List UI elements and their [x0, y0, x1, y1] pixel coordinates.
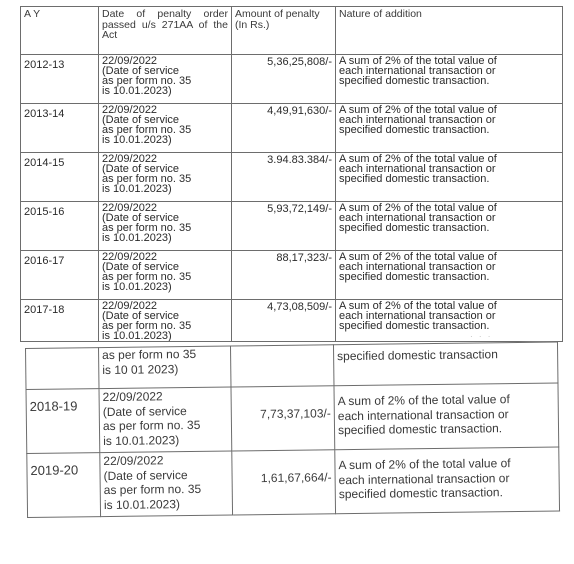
ay-cell: 2018-19 — [26, 389, 100, 454]
nature-cell — [336, 55, 563, 104]
ay-cell: 2012-13 — [21, 55, 99, 104]
date-line: 22/09/2022 — [102, 153, 158, 165]
continuation-amount-cell — [230, 345, 333, 387]
date-line: is 10.01.2023) — [103, 432, 180, 448]
date-line: as per form no. 35 — [102, 173, 192, 185]
date-line: is 10.01.2023) — [102, 85, 172, 97]
date-line: 22/09/2022 — [102, 389, 163, 405]
table-row — [21, 153, 563, 202]
date-line: 22/09/2022 — [102, 300, 158, 312]
date-line: (Date of service — [102, 261, 180, 273]
date-line: is 10.01.2023) — [102, 330, 172, 342]
amount-cell: 3.94.83.384/- — [232, 153, 336, 202]
date-cell — [99, 300, 232, 342]
nature-line: A sum of 2% of the total value of — [339, 55, 497, 67]
nature-line: A sum of 2% of the total value of — [339, 300, 497, 312]
nature-line: A sum of 2% of the total value of — [339, 153, 497, 165]
nature-line: A sum of 2% of the total value of — [337, 392, 510, 409]
date-cell — [99, 104, 232, 153]
header-amount: Amount of penalty (In Rs.) — [232, 7, 336, 55]
date-line: is 10.01.2023) — [102, 183, 172, 195]
nature-cell — [336, 251, 563, 300]
date-line: is 10.01.2023) — [102, 134, 172, 146]
table-body — [21, 55, 563, 342]
date-line: is 10.01.2023) — [102, 232, 172, 244]
nature-cell — [336, 202, 563, 251]
table-row — [26, 383, 559, 453]
nature-line: A sum of 2% of the total value of — [339, 202, 497, 214]
nature-line: each international transaction or — [339, 65, 496, 77]
nature-line: specified domestic transaction. — [339, 320, 490, 332]
ay-cell: 2019-20 — [27, 453, 101, 518]
date-line: is 10.01.2023) — [103, 496, 181, 512]
date-line: is 10.01.2023) — [102, 281, 172, 293]
nature-line: each international transaction or — [339, 212, 496, 224]
date-cell — [99, 202, 232, 251]
nature-line: each international transaction or — [339, 261, 496, 273]
nature-line: specified domestic transaction. — [339, 271, 490, 283]
amount-cell: 4,73,08,509/- — [232, 300, 336, 342]
nature-line: specified domestic transaction. — [338, 485, 503, 502]
nature-cell — [334, 383, 559, 450]
amount-cell: 88,17,323/- — [232, 251, 336, 300]
date-cell — [99, 153, 232, 202]
nature-cell — [336, 153, 563, 202]
nature-line: each international transaction or — [339, 310, 496, 322]
date-line: as per form no. 35 — [102, 320, 192, 332]
nature-line: A sum of 2% of the total value of — [338, 456, 511, 473]
date-line: 22/09/2022 — [103, 453, 164, 469]
date-cell — [100, 451, 233, 517]
date-line: as per form no. 35 — [102, 417, 201, 434]
continuation-date — [99, 346, 231, 389]
nature-line: specified domestic transaction. — [339, 75, 490, 87]
nature-line: A sum of 2% of the total value of — [339, 104, 497, 116]
table-row — [21, 251, 563, 300]
nature-line: specified domestic transaction. — [337, 421, 503, 438]
date-line: (Date of service — [102, 212, 180, 224]
date-line: as per form no. 35 — [102, 124, 192, 136]
ay-cell: 2016-17 — [21, 251, 99, 300]
date-line: (Date of service — [102, 403, 187, 419]
nature-line: A sum of 2% of the total value of — [339, 251, 497, 263]
continuation-date-line: is 10 01 2023) — [102, 361, 179, 377]
nature-line: specified domestic transaction. — [339, 173, 490, 185]
date-line: (Date of service — [103, 467, 188, 483]
nature-line: each international transaction or — [338, 470, 510, 487]
header-nature: Nature of addition — [336, 7, 563, 55]
table-row — [21, 104, 563, 153]
nature-cell — [335, 447, 560, 514]
date-line: (Date of service — [102, 114, 180, 126]
table-body-page2 — [26, 383, 560, 517]
continuation-date-line: as per form no 35 — [102, 346, 197, 363]
amount-cell: 1,61,67,664/- — [232, 450, 336, 515]
amount-cell: 4,49,91,630/- — [232, 104, 336, 153]
date-line: (Date of service — [102, 65, 180, 77]
continuation-ay-cell — [26, 348, 99, 390]
amount-cell: 5,36,25,808/- — [232, 55, 336, 104]
date-line: 22/09/2022 — [102, 251, 158, 263]
penalty-table-page1 — [20, 6, 563, 342]
amount-cell: 5,93,72,149/- — [232, 202, 336, 251]
nature-cell — [336, 300, 563, 342]
continuation-nature-text: specified domestic transaction — [337, 347, 498, 364]
ay-cell: 2014-15 — [21, 153, 99, 202]
date-line: as per form no. 35 — [102, 222, 192, 234]
scan-noise: · · · — [470, 332, 493, 341]
nature-line: specified domestic transaction. — [339, 124, 490, 136]
penalty-table-page2 — [25, 341, 560, 517]
amount-cell: 7,73,37,103/- — [231, 386, 335, 451]
date-line: as per form no. 35 — [103, 481, 202, 498]
date-line: as per form no. 35 — [102, 75, 192, 87]
continuation-nature — [333, 342, 557, 386]
date-line: 22/09/2022 — [102, 55, 158, 67]
nature-cell — [336, 104, 563, 153]
nature-line: each international transaction or — [339, 163, 496, 175]
date-line: 22/09/2022 — [102, 104, 158, 116]
header-ay: A Y — [21, 7, 99, 55]
header-row — [21, 7, 563, 55]
nature-line: each international transaction or — [339, 114, 496, 126]
continuation-row — [26, 342, 558, 389]
date-line: 22/09/2022 — [102, 202, 158, 214]
nature-line: each international transaction or — [337, 406, 509, 423]
ay-cell: 2015-16 — [21, 202, 99, 251]
nature-line: specified domestic transaction. — [339, 222, 490, 234]
date-cell — [99, 251, 232, 300]
ay-cell: 2013-14 — [21, 104, 99, 153]
date-line: as per form no. 35 — [102, 271, 192, 283]
ay-cell: 2017-18 — [21, 300, 99, 342]
header-date: Date of penalty order passed u/s 271AA of the Act — [99, 7, 232, 55]
date-cell — [99, 387, 232, 453]
table-row — [21, 55, 563, 104]
table-row — [27, 447, 560, 517]
date-line: (Date of service — [102, 310, 180, 322]
date-line: (Date of service — [102, 163, 180, 175]
table-row — [21, 202, 563, 251]
date-cell — [99, 55, 232, 104]
